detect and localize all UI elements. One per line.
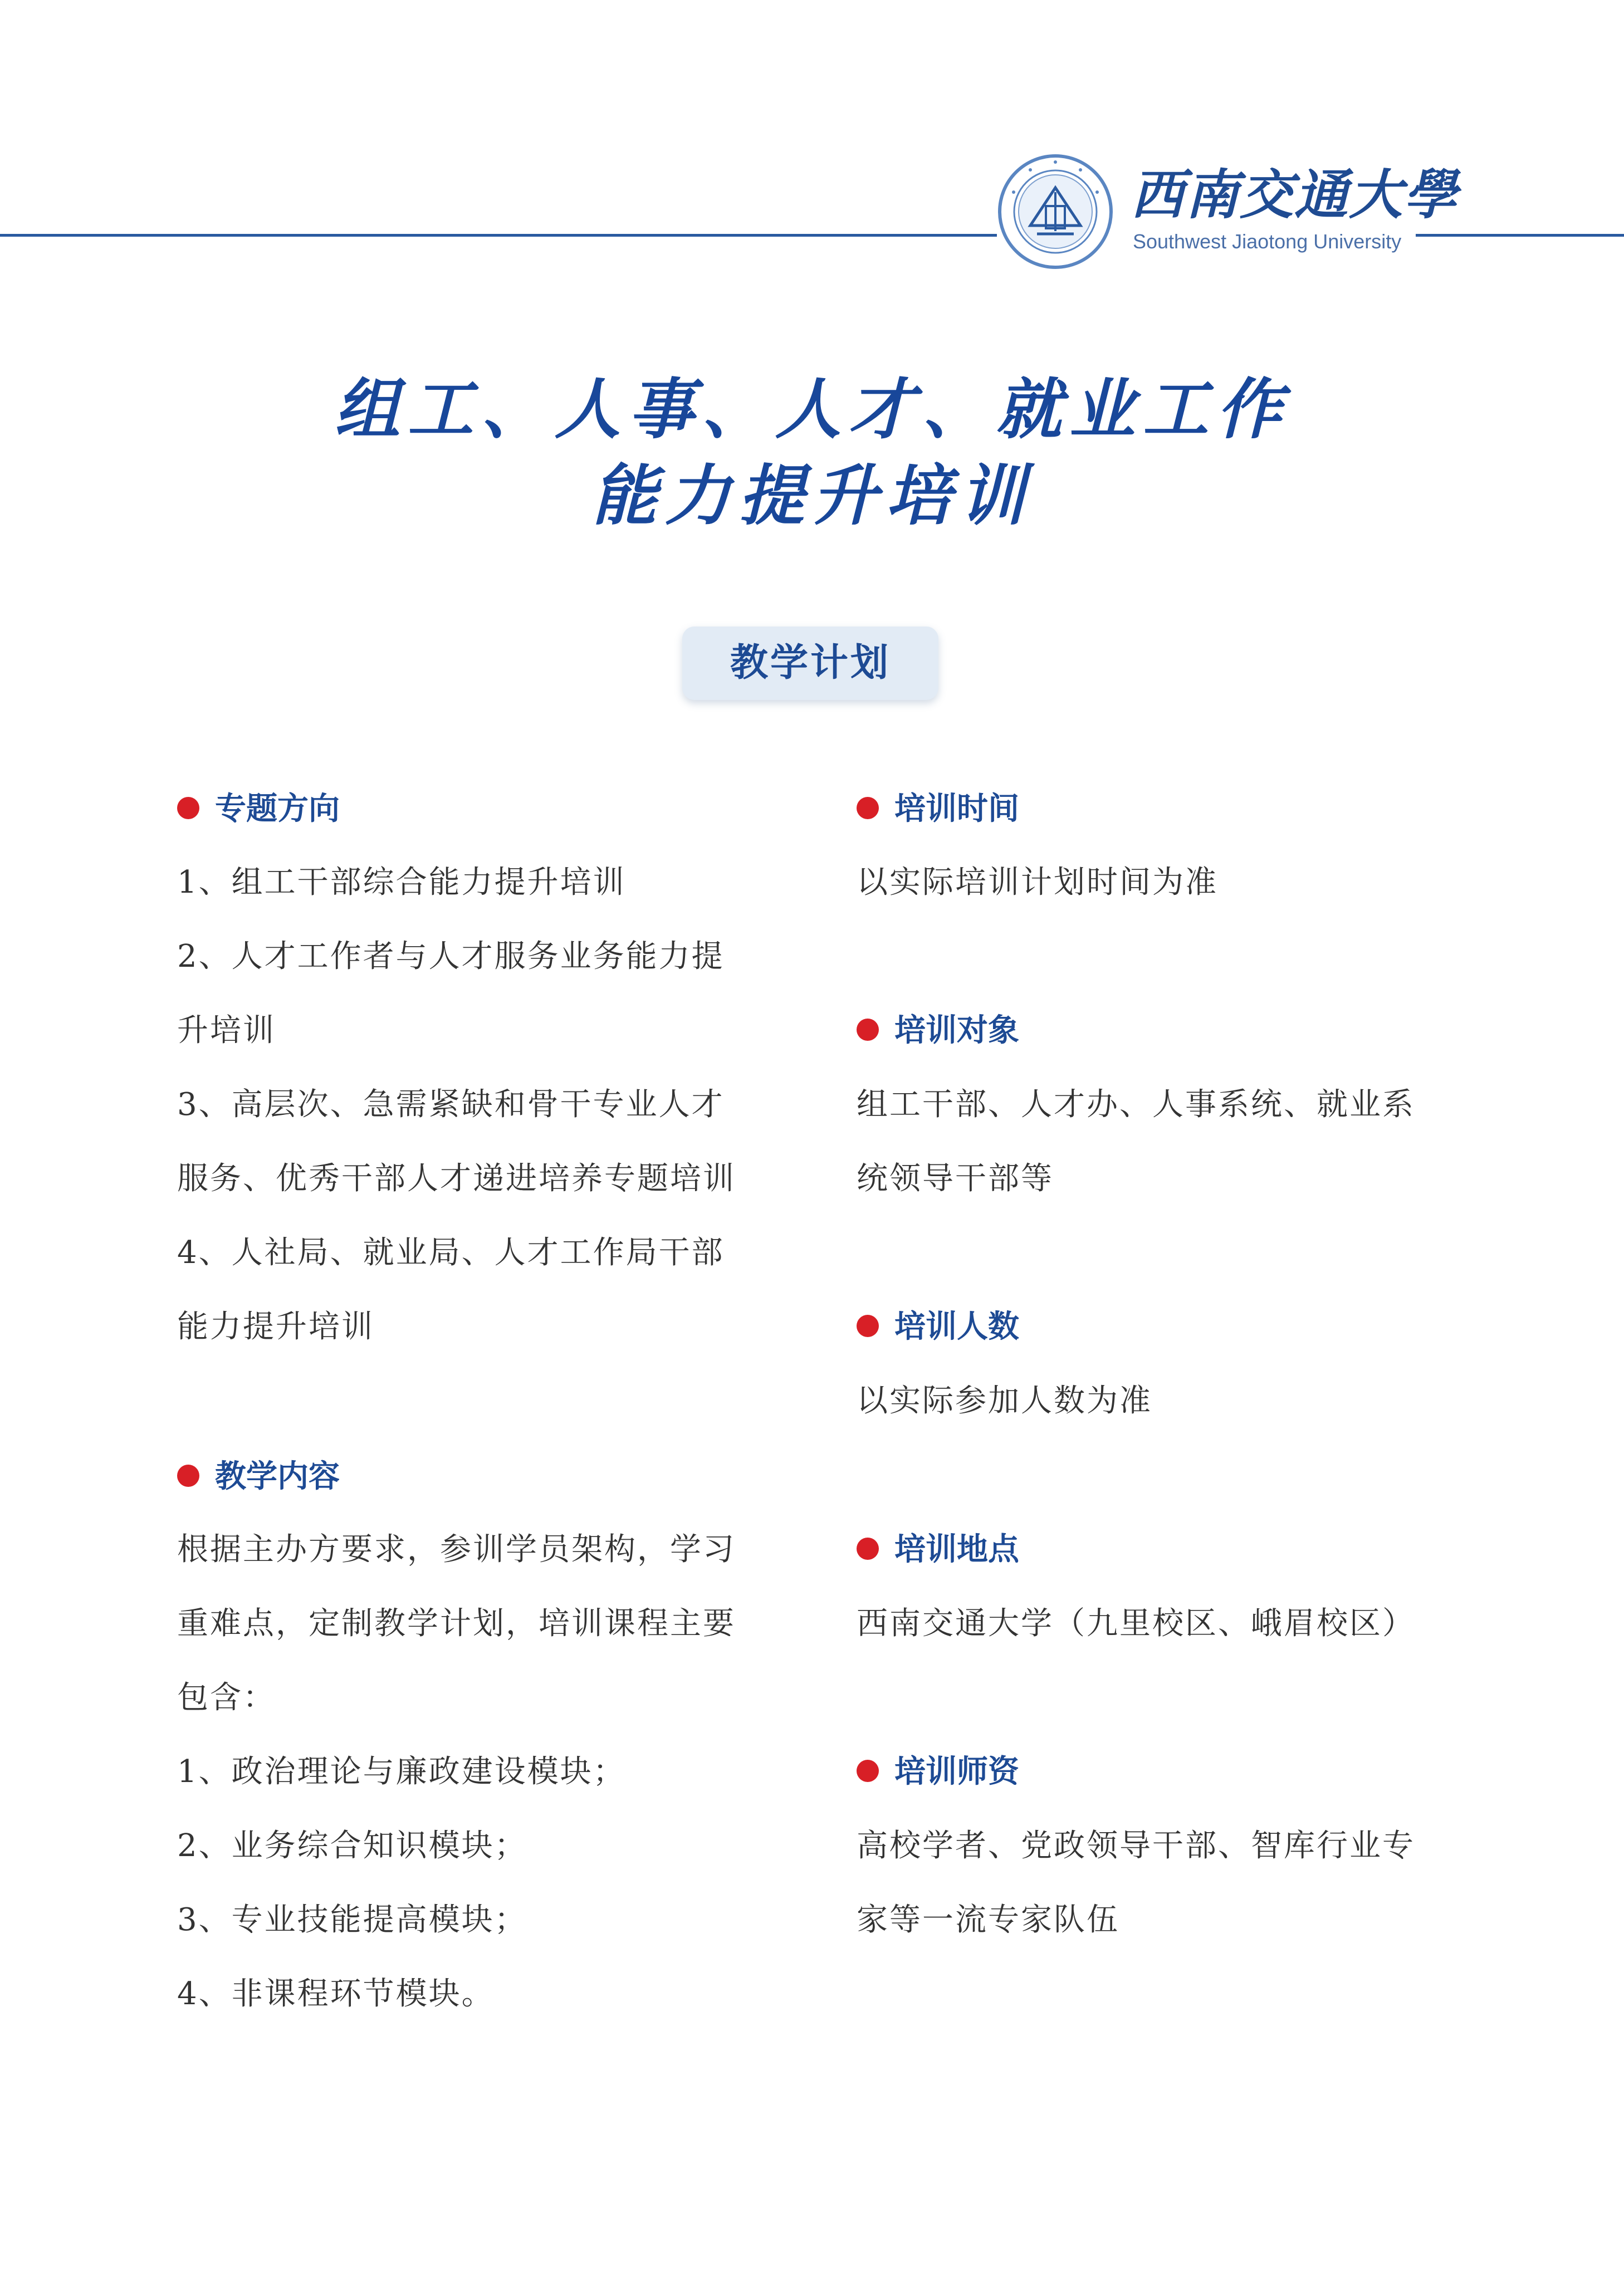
bullet-dot-icon [857,797,879,819]
target-line: 统领导干部等 [857,1161,1054,1197]
bullet-dot-icon [857,1315,879,1337]
faculty-line: 高校学者、党政领导干部、智库行业专 [857,1828,1415,1864]
content-line: 1、政治理论与廉政建设模块； [177,1754,626,1790]
target-line: 组工干部、人才办、人事系统、就业系 [857,1086,1415,1123]
topics-line: 能力提升培训 [177,1309,374,1345]
topics-line: 服务、优秀干部人才递进培养专题培训 [177,1161,736,1197]
faculty-heading: 培训师资 [857,1747,1019,1797]
content-line: 4、非课程环节模块。 [177,1976,495,2012]
time-line: 以实际培训计划时间为准 [857,864,1218,900]
time-heading: 培训时间 [857,784,1019,834]
header-rule-right [1416,234,1624,237]
page-title-line1: 组工、人事、人才、就业工作 [334,370,1290,448]
content-line: 包含： [177,1680,276,1716]
section-badge: 教学计划 [682,626,938,700]
location-heading: 培训地点 [857,1525,1019,1575]
content-line: 重难点，定制教学计划，培训课程主要 [177,1605,736,1642]
count-heading: 培训人数 [857,1302,1019,1352]
bullet-dot-icon [857,1760,879,1782]
topics-line: 3、高层次、急需紧缺和骨干专业人才 [177,1086,725,1123]
topics-heading: 专题方向 [177,784,340,834]
content-heading: 教学内容 [177,1452,340,1502]
topics-line: 升培训 [177,1012,276,1049]
topics-line: 2、人才工作者与人才服务业务能力提 [177,938,725,975]
count-line: 以实际参加人数为准 [857,1383,1152,1419]
university-name-en: Southwest Jiaotong University [1133,230,1402,253]
topics-line: 1、组工干部综合能力提升培训 [177,864,626,900]
bullet-dot-icon [857,1019,879,1041]
target-heading: 培训对象 [857,1006,1019,1056]
content-line: 2、业务综合知识模块； [177,1828,527,1864]
bullet-dot-icon [177,797,199,819]
page-title-line2: 能力提升培训 [591,457,1033,534]
topics-line: 4、人社局、就业局、人才工作局干部 [177,1235,725,1271]
content-line: 根据主办方要求，参训学员架构，学习 [177,1531,736,1568]
faculty-line: 家等一流专家队伍 [857,1902,1119,1938]
bullet-dot-icon [857,1538,879,1560]
university-name-cn: 西南交通大學 [1131,163,1458,226]
location-line: 西南交通大学（九里校区、峨眉校区） [857,1605,1415,1642]
header-rule-left [0,234,997,237]
bullet-dot-icon [177,1465,199,1487]
content-line: 3、专业技能提高模块； [177,1902,527,1938]
university-seal-icon [997,153,1114,270]
